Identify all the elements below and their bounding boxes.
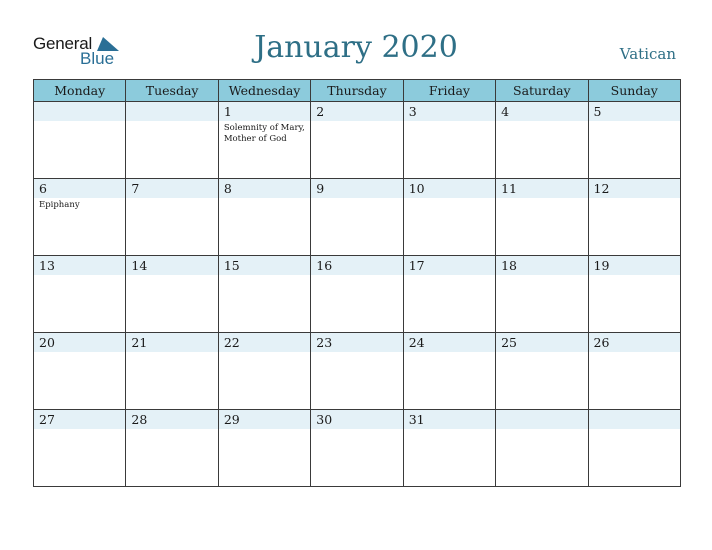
weekday-header: Wednesday	[218, 80, 310, 102]
day-number: 24	[408, 335, 425, 350]
weekday-header: Monday	[34, 80, 126, 102]
day-number: 13	[39, 258, 55, 273]
day-number: 22	[223, 335, 240, 350]
day-cell	[496, 179, 588, 256]
day-number: 6	[39, 181, 47, 196]
day-cell-band	[219, 179, 310, 198]
day-cell	[126, 410, 218, 487]
day-cell	[126, 179, 218, 256]
day-number: 7	[131, 181, 140, 196]
day-cell	[34, 410, 126, 487]
day-cell	[218, 333, 310, 410]
day-cell	[588, 102, 680, 179]
day-cell	[34, 256, 126, 333]
day-cell	[403, 179, 495, 256]
day-cell	[403, 333, 495, 410]
day-number: 16	[316, 258, 333, 273]
day-number: 10	[408, 181, 425, 196]
day-number: 17	[408, 258, 425, 273]
day-cell	[588, 333, 680, 410]
day-number: 8	[223, 181, 232, 196]
day-number: 2	[316, 104, 325, 119]
day-number: 4	[501, 104, 510, 119]
holiday-label: Solemnity of Mary, Mother of God	[223, 123, 305, 144]
day-cell-band	[219, 102, 310, 121]
day-cell	[34, 333, 126, 410]
day-cell	[126, 102, 218, 179]
day-number: 5	[593, 104, 602, 119]
day-cell	[126, 333, 218, 410]
day-number: 20	[39, 335, 55, 350]
day-cell	[218, 179, 310, 256]
day-number: 26	[593, 335, 610, 350]
weekday-header: Friday	[403, 80, 495, 102]
day-number: 19	[593, 258, 610, 273]
day-number: 30	[316, 412, 333, 427]
logo-blue-text: Blue	[80, 49, 115, 68]
day-number: 15	[223, 258, 240, 273]
day-cell	[403, 410, 495, 487]
day-cell	[218, 102, 310, 179]
day-number: 3	[408, 104, 417, 119]
day-cell	[218, 256, 310, 333]
day-cell-band	[496, 102, 587, 121]
day-cell	[403, 102, 495, 179]
weekday-header: Thursday	[311, 80, 403, 102]
day-cell	[588, 410, 680, 487]
week-row	[34, 102, 681, 179]
day-number: 31	[408, 412, 425, 427]
logo-general-text: General	[33, 34, 93, 53]
holiday-label: Epiphany	[39, 200, 80, 210]
week-row	[34, 410, 681, 487]
day-cell	[311, 102, 403, 179]
day-cell	[588, 256, 680, 333]
day-cell	[311, 179, 403, 256]
day-number: 21	[131, 335, 148, 350]
day-number: 29	[223, 412, 240, 427]
day-number: 9	[316, 181, 325, 196]
day-cell-band	[589, 410, 680, 429]
day-number: 25	[501, 335, 518, 350]
day-cell	[588, 179, 680, 256]
day-cell-band	[311, 179, 402, 198]
day-number: 18	[501, 258, 518, 273]
day-number: 12	[593, 181, 610, 196]
day-cell	[496, 333, 588, 410]
day-cell	[34, 102, 126, 179]
day-cell	[126, 256, 218, 333]
day-cell	[311, 256, 403, 333]
day-cell	[403, 256, 495, 333]
day-number: 27	[39, 412, 55, 427]
day-cell	[218, 410, 310, 487]
week-row	[34, 333, 681, 410]
day-number: 23	[316, 335, 333, 350]
calendar-grid	[33, 79, 681, 487]
day-number: 11	[501, 181, 518, 196]
country-label: Vatican	[619, 45, 676, 63]
calendar-title: January 2020	[254, 30, 458, 65]
day-cell	[311, 333, 403, 410]
day-number: 1	[223, 104, 232, 119]
day-cell-band	[126, 102, 217, 121]
day-cell	[34, 179, 126, 256]
day-cell-band	[311, 102, 402, 121]
day-cell	[311, 410, 403, 487]
day-cell	[496, 410, 588, 487]
day-number: 14	[131, 258, 148, 273]
day-cell	[496, 256, 588, 333]
week-row	[34, 179, 681, 256]
day-cell-band	[589, 102, 680, 121]
day-cell-band	[496, 410, 587, 429]
weekday-header-row	[34, 80, 681, 102]
day-cell	[496, 102, 588, 179]
day-cell-band	[34, 102, 125, 121]
weekday-header: Sunday	[588, 80, 680, 102]
day-number: 28	[131, 412, 148, 427]
weekday-header: Tuesday	[126, 80, 218, 102]
weekday-header: Saturday	[496, 80, 588, 102]
week-row	[34, 256, 681, 333]
day-cell-band	[126, 179, 217, 198]
day-cell-band	[404, 102, 495, 121]
day-cell-band	[34, 179, 125, 198]
